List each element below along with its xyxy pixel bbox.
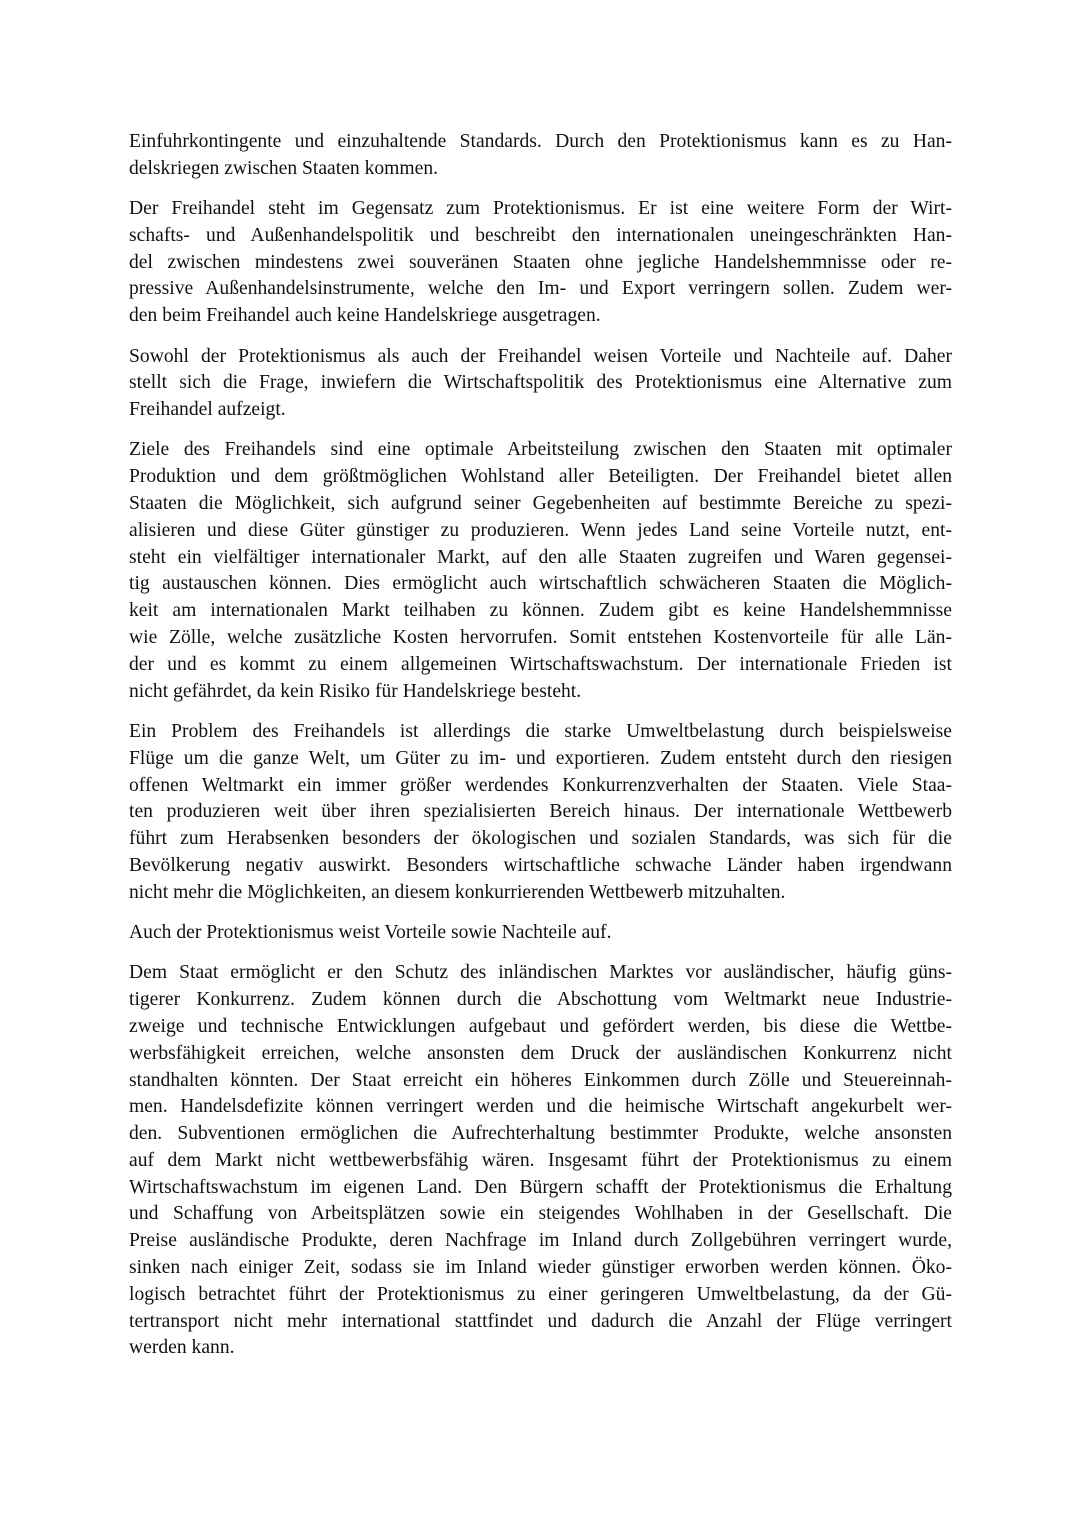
text-line: Wirtschaftswachstum im eigenen Land. Den Bürgern schafft der Protektionismus die Erhaltung [129,1176,952,1198]
paragraph-3 [129,344,952,424]
text-line: alisieren und diese Güter günstiger zu produzieren. Wenn jedes Land seine Vorteile nutzt, ent- [129,519,952,541]
text-line: Preise ausländische Produkte, deren Nachfrage im Inland durch Zollgebühren verringert wurde, [129,1230,952,1252]
text-line: del zwischen mindestens zwei souveränen Staaten ohne jegliche Handelshemmnisse oder re- [129,251,952,273]
text-line: und Schaffung von Arbeitsplätzen sowie ein steigendes Wohlhaben in der Gesellschaft. Die [129,1203,952,1225]
text-line: werbsfähigkeit erreichen, welche ansonsten dem Druck der ausländischen Konkurrenz nicht [129,1042,952,1064]
text-line: stellt sich die Frage, inwiefern die Wirtschaftspolitik des Protektionismus eine Alternative zum [129,372,952,394]
text-line: pressive Außenhandelsinstrumente, welche den Im- und Export verringern sollen. Zudem wer- [129,278,952,300]
text-line: zweige und technische Entwicklungen aufgebaut und gefördert werden, bis diese die Wettbe- [129,1015,952,1037]
text-line: tig austauschen können. Dies ermöglicht auch wirtschaftlich schwächeren Staaten die Möglich- [129,573,952,595]
text-line: nicht mehr die Möglichkeiten, an diesem konkurrierenden Wettbewerb mitzuhalten. [129,881,786,903]
text-line: wie Zölle, welche zusätzliche Kosten hervorrufen. Somit entstehen Kostenvorteile für alle Län- [129,627,952,649]
text-line: steht ein vielfältiger internationaler Markt, auf den alle Staaten zugreifen und Waren gegensei- [129,546,952,568]
text-line: Freihandel aufzeigt. [129,399,286,421]
text-line: Bevölkerung negativ auswirkt. Besonders wirtschaftliche schwache Länder haben irgendwann [129,854,952,876]
paragraph-2 [129,196,952,330]
paragraph-4 [129,437,952,705]
text-line: Der Freihandel steht im Gegensatz zum Protektionismus. Er ist eine weitere Form der Wirt- [129,198,952,220]
text-line: Flüge um die ganze Welt, um Güter zu im- und exportieren. Zudem entsteht durch den riesigen [129,747,952,769]
text-line: Ein Problem des Freihandels ist allerdings die starke Umweltbelastung durch beispielsweise [129,720,952,742]
paragraph-6 [129,920,952,947]
text-line: werden kann. [129,1337,235,1359]
text-line: Staaten die Möglichkeit, sich aufgrund seiner Gegebenheiten auf bestimmte Bereiche zu spezi- [129,493,952,515]
text-line: logisch betrachtet führt der Protektionismus zu einer geringeren Umweltbelastung, da der Gü- [129,1283,952,1305]
text-line: nicht gefährdet, da kein Risiko für Handelskriege besteht. [129,680,582,702]
paragraph-7 [129,960,952,1362]
text-line: den. Subventionen ermöglichen die Aufrechterhaltung bestimmter Produkte, welche ansonsten [129,1123,952,1145]
text-line: schafts- und Außenhandelspolitik und beschreibt den internationalen uneingeschränkten Han- [129,224,952,246]
text-line: delskriegen zwischen Staaten kommen. [129,157,439,179]
text-line: der und es kommt zu einem allgemeinen Wirtschaftswachstum. Der internationale Frieden ist [129,653,952,675]
text-line: führt zum Herabsenken besonders der ökologischen und sozialen Standards, was sich für die [129,828,952,850]
document-body [129,129,952,1376]
paragraph-1 [129,129,952,183]
text-line: Einfuhrkontingente und einzuhaltende Standards. Durch den Protektionismus kann es zu Han- [129,131,952,152]
text-line: Dem Staat ermöglicht er den Schutz des inländischen Marktes vor ausländischer, häufig güns- [129,962,952,984]
text-line: tertransport nicht mehr international stattfindet und dadurch die Anzahl der Flüge verringert [129,1310,952,1332]
text-line: men. Handelsdefizite können verringert werden und die heimische Wirtschaft angekurbelt wer- [129,1096,952,1118]
text-line: tigerer Konkurrenz. Zudem können durch die Abschottung vom Weltmarkt neue Industrie- [129,989,952,1011]
text-line: den beim Freihandel auch keine Handelskriege ausgetragen. [129,305,601,327]
text-line: Sowohl der Protektionismus als auch der Freihandel weisen Vorteile und Nachteile auf. Daher [129,345,952,367]
text-line: standhalten könnten. Der Staat erreicht ein höheres Einkommen durch Zölle und Steuereinnah- [129,1069,952,1091]
text-line: offenen Weltmarkt ein immer größer werdendes Konkurrenzverhalten der Staaten. Viele Staa- [129,774,952,796]
text-line: Ziele des Freihandels sind eine optimale Arbeitsteilung zwischen den Staaten mit optimaler [129,439,952,461]
text-line: ten produzieren weit über ihren spezialisierten Bereich hinaus. Der internationale Wettbewerb [129,801,952,823]
text-line: Auch der Protektionismus weist Vorteile sowie Nachteile auf. [129,922,612,944]
text-line: sinken nach einiger Zeit, sodass sie im Inland wieder günstiger erworben werden können. Öko- [129,1257,952,1279]
text-line: auf dem Markt nicht wettbewerbsfähig wären. Insgesamt führt der Protektionismus zu einem [129,1149,952,1171]
text-line: Produktion und dem größtmöglichen Wohlstand aller Beteiligten. Der Freihandel bietet allen [129,466,952,488]
paragraph-5 [129,719,952,907]
text-line: keit am internationalen Markt teilhaben zu können. Zudem gibt es keine Handelshemmnisse [129,600,952,622]
